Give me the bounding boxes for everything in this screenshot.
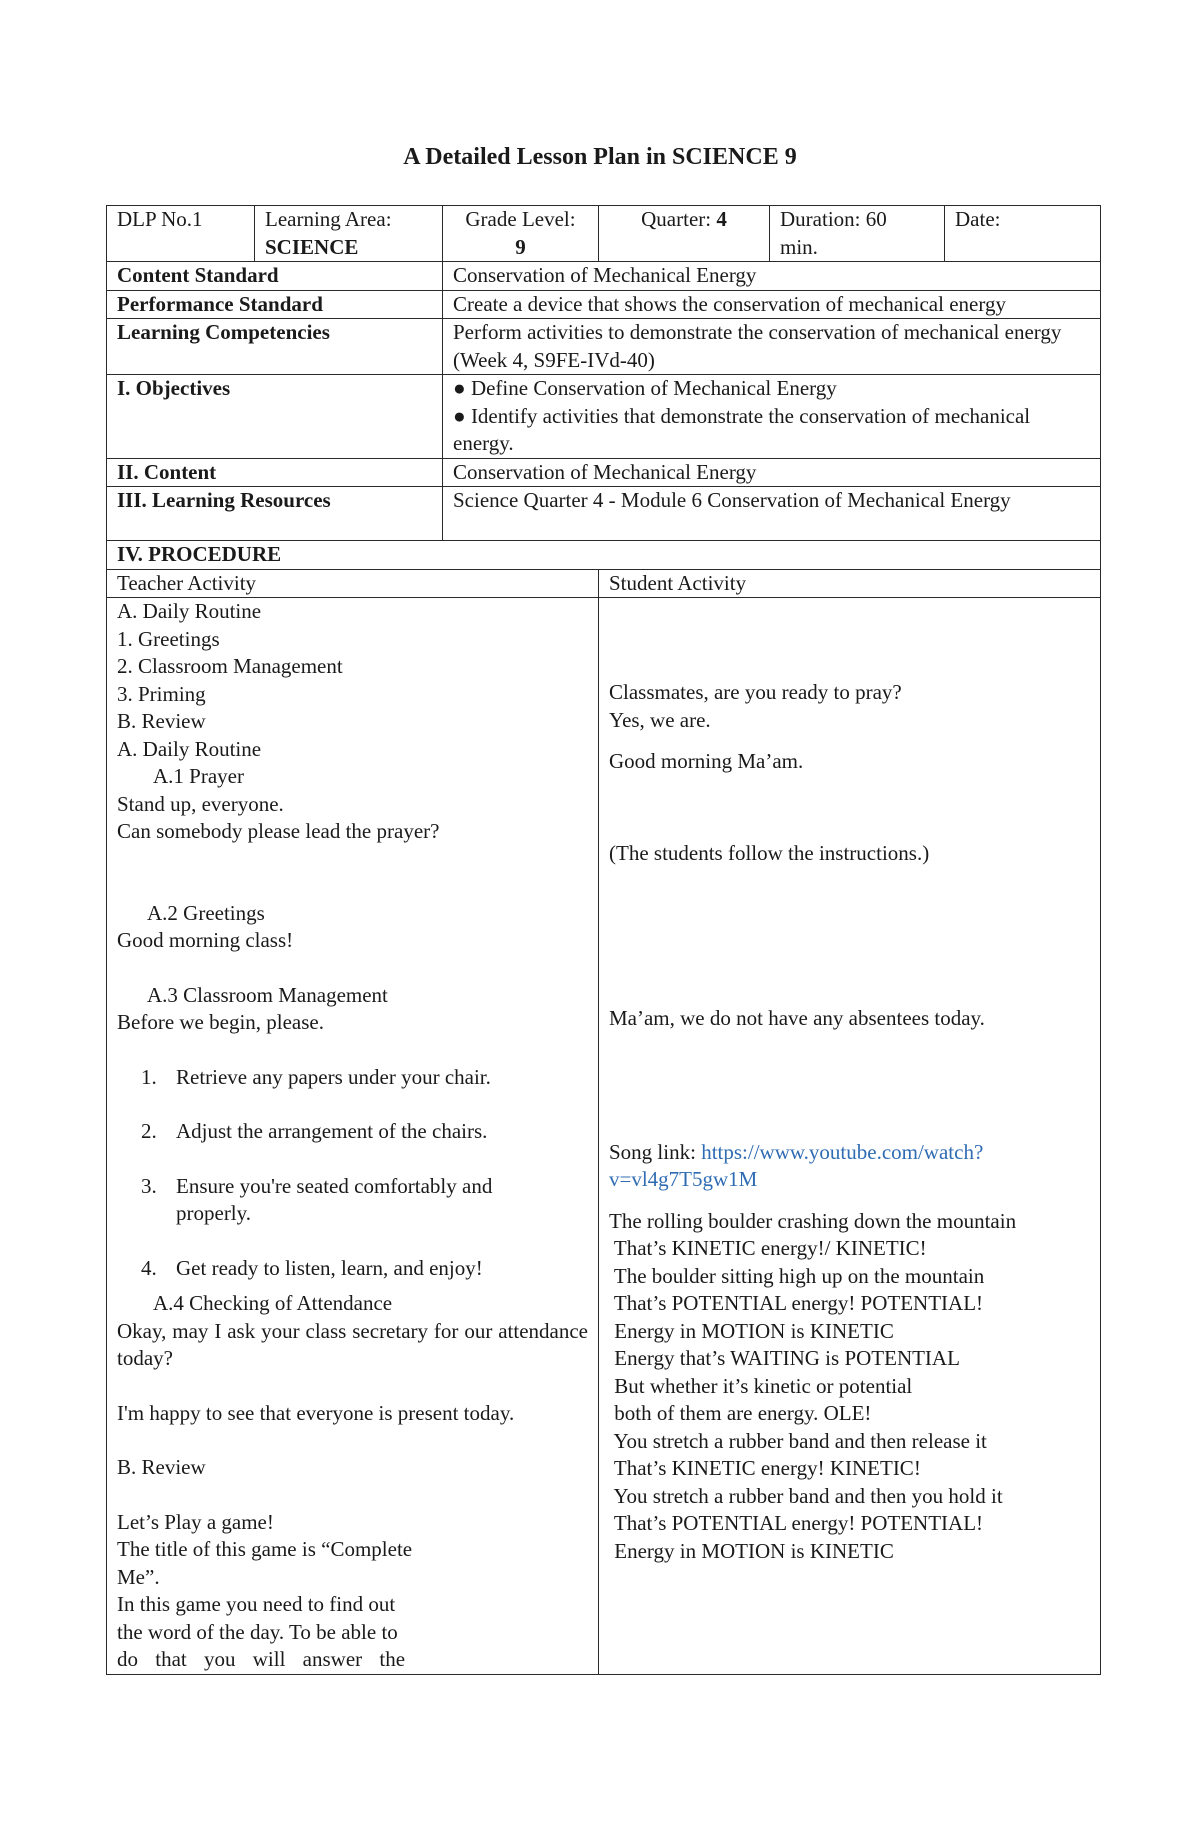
objectives-row [107,375,1101,459]
objectives-list [453,375,1090,458]
teacher-line: Stand up, everyone. [117,791,284,816]
greetings-heading: A.2 Greetings [147,900,265,925]
game-line: In this game you need to find out [117,1592,396,1616]
performance-standard-label: Performance Standard [107,290,443,319]
lyric-line: You stretch a rubber band and then release it [609,1428,987,1453]
teacher-activity-header: Teacher Activity [107,569,599,598]
game-line: The title of this game is “Complete [117,1537,413,1561]
procedure-heading-row [107,541,1101,570]
outline-item: A. Daily Routine [117,736,262,761]
attendance-response: I'm happy to see that everyone is present today. [117,1400,515,1425]
learning-resources-value: Science Quarter 4 - Module 6 Conservation of Mechanical Energy [443,487,1101,541]
student-activity-header: Student Activity [599,569,1101,598]
outline-item: 2. Classroom Management [117,654,343,678]
lyric-line: But whether it’s kinetic or potential [609,1373,913,1398]
dlp-number: DLP No.1 [117,207,203,231]
student-line: Ma’am, we do not have any absentees today. [609,1006,985,1030]
outline-item: B. Review [117,709,206,733]
game-line: Let’s Play a game! [117,1509,274,1534]
content-standard-row [107,262,1101,291]
content-row [107,458,1101,487]
learning-area-cell [255,206,443,262]
lyric-line: both of them are energy. OLE! [609,1401,872,1425]
learning-area-value: SCIENCE [265,234,359,259]
lyric-line: Energy in MOTION is KINETIC [609,1318,894,1343]
learning-competencies-label: Learning Competencies [107,319,443,375]
grade-level-label: Grade Level: [465,207,576,231]
performance-standard-value: Create a device that shows the conservation of mechanical energy [443,290,1101,319]
quarter-label: Quarter: [641,207,712,231]
performance-standard-row [107,290,1101,319]
objective-item: ● Identify activities that demonstrate the conservation of mechanical energy. [453,403,1031,455]
quarter-cell [599,206,770,262]
attendance-question: Okay, may I ask your class secretary for our attendance today? [117,1318,588,1370]
learning-competencies-row [107,319,1101,375]
duration-cell [770,206,945,262]
lyric-line: That’s POTENTIAL energy! POTENTIAL! [609,1511,984,1535]
date-label: Date: [955,207,1001,231]
lyric-line: The rolling boulder crashing down the mountain [609,1208,1017,1233]
lyric-line: Energy in MOTION is KINETIC [609,1538,894,1563]
objective-item: ● Define Conservation of Mechanical Energy [453,376,837,400]
student-line: Good morning Ma’am. [609,749,804,773]
attendance-heading: A.4 Checking of Attendance [153,1291,393,1315]
outline-item: A. Daily Routine [117,599,262,623]
lyric-line: The boulder sitting high up on the mountain [609,1263,985,1288]
lyric-line: You stretch a rubber band and then you hold it [609,1483,1003,1508]
management-item: 1. Retrieve any papers under your chair. [162,1064,588,1092]
song-link-label: Song link: [609,1139,702,1164]
duration-line-2: min. [780,234,818,259]
header-row [107,206,1101,262]
grade-level-cell [443,206,599,262]
student-activity-cell [599,598,1101,1675]
duration-line-1: Duration: 60 [780,207,887,231]
game-line: Me”. [117,1564,160,1589]
management-item: 3. Ensure you're seated comfortably and properly. [162,1173,546,1228]
activity-body-row [107,598,1101,1675]
activity-header-row [107,569,1101,598]
content-label: II. Content [107,458,443,487]
learning-resources-row [107,487,1101,541]
prayer-heading: A.1 Prayer [153,764,244,788]
game-line: the word of the day. To be able to [117,1619,398,1644]
content-value: Conservation of Mechanical Energy [443,458,1101,487]
lyric-line: Energy that’s WAITING is POTENTIAL [609,1346,960,1370]
quarter-value: 4 [716,207,727,231]
outline-item: 1. Greetings [117,626,220,651]
teacher-line: Before we begin, please. [117,1010,324,1034]
grade-level-value: 9 [515,234,526,259]
song-link[interactable]: https://www.youtube.com/watch? [701,1139,984,1164]
lyric-line: That’s POTENTIAL energy! POTENTIAL! [609,1291,984,1315]
content-standard-label: Content Standard [107,262,443,291]
learning-resources-label: III. Learning Resources [107,487,443,541]
teacher-line: Can somebody please lead the prayer? [117,819,440,843]
song-link-continued[interactable]: v=vl4g7T5gw1M [609,1167,758,1191]
date-cell [945,206,1101,262]
bullet-icon: ● [453,376,471,400]
bullet-icon: ● [453,403,471,428]
song-link-line [609,1139,1090,1167]
lesson-plan-table [106,205,1101,1675]
student-line: (The students follow the instructions.) [609,840,930,865]
dlp-cell [107,206,255,262]
teacher-line: Good morning class! [117,928,294,952]
objectives-cell [443,375,1101,459]
teacher-activity-cell [107,598,599,1675]
management-list [117,1064,588,1283]
lyric-line: That’s KINETIC energy!/ KINETIC! [609,1236,927,1260]
student-line: Classmates, are you ready to pray? [609,680,902,704]
game-line: do that you will answer the [117,1647,406,1671]
lyric-line: That’s KINETIC energy! KINETIC! [609,1456,921,1480]
learning-competencies-value: Perform activities to demonstrate the conservation of mechanical energy (Week 4, S9FE-IVd-40) [443,319,1101,375]
content-standard-value: Conservation of Mechanical Energy [443,262,1101,291]
page-title: A Detailed Lesson Plan in SCIENCE 9 [403,144,797,170]
procedure-heading: IV. PROCEDURE [107,541,1101,570]
student-line: Yes, we are. [609,707,711,732]
management-item: 2. Adjust the arrangement of the chairs. [162,1118,588,1146]
objectives-label: I. Objectives [107,375,443,459]
outline-item: 3. Priming [117,681,206,706]
learning-area-label: Learning Area: [265,207,392,231]
review-heading: B. Review [117,1455,206,1479]
classroom-management-heading: A.3 Classroom Management [147,982,388,1007]
management-item: 4. Get ready to listen, learn, and enjoy! [162,1255,588,1283]
